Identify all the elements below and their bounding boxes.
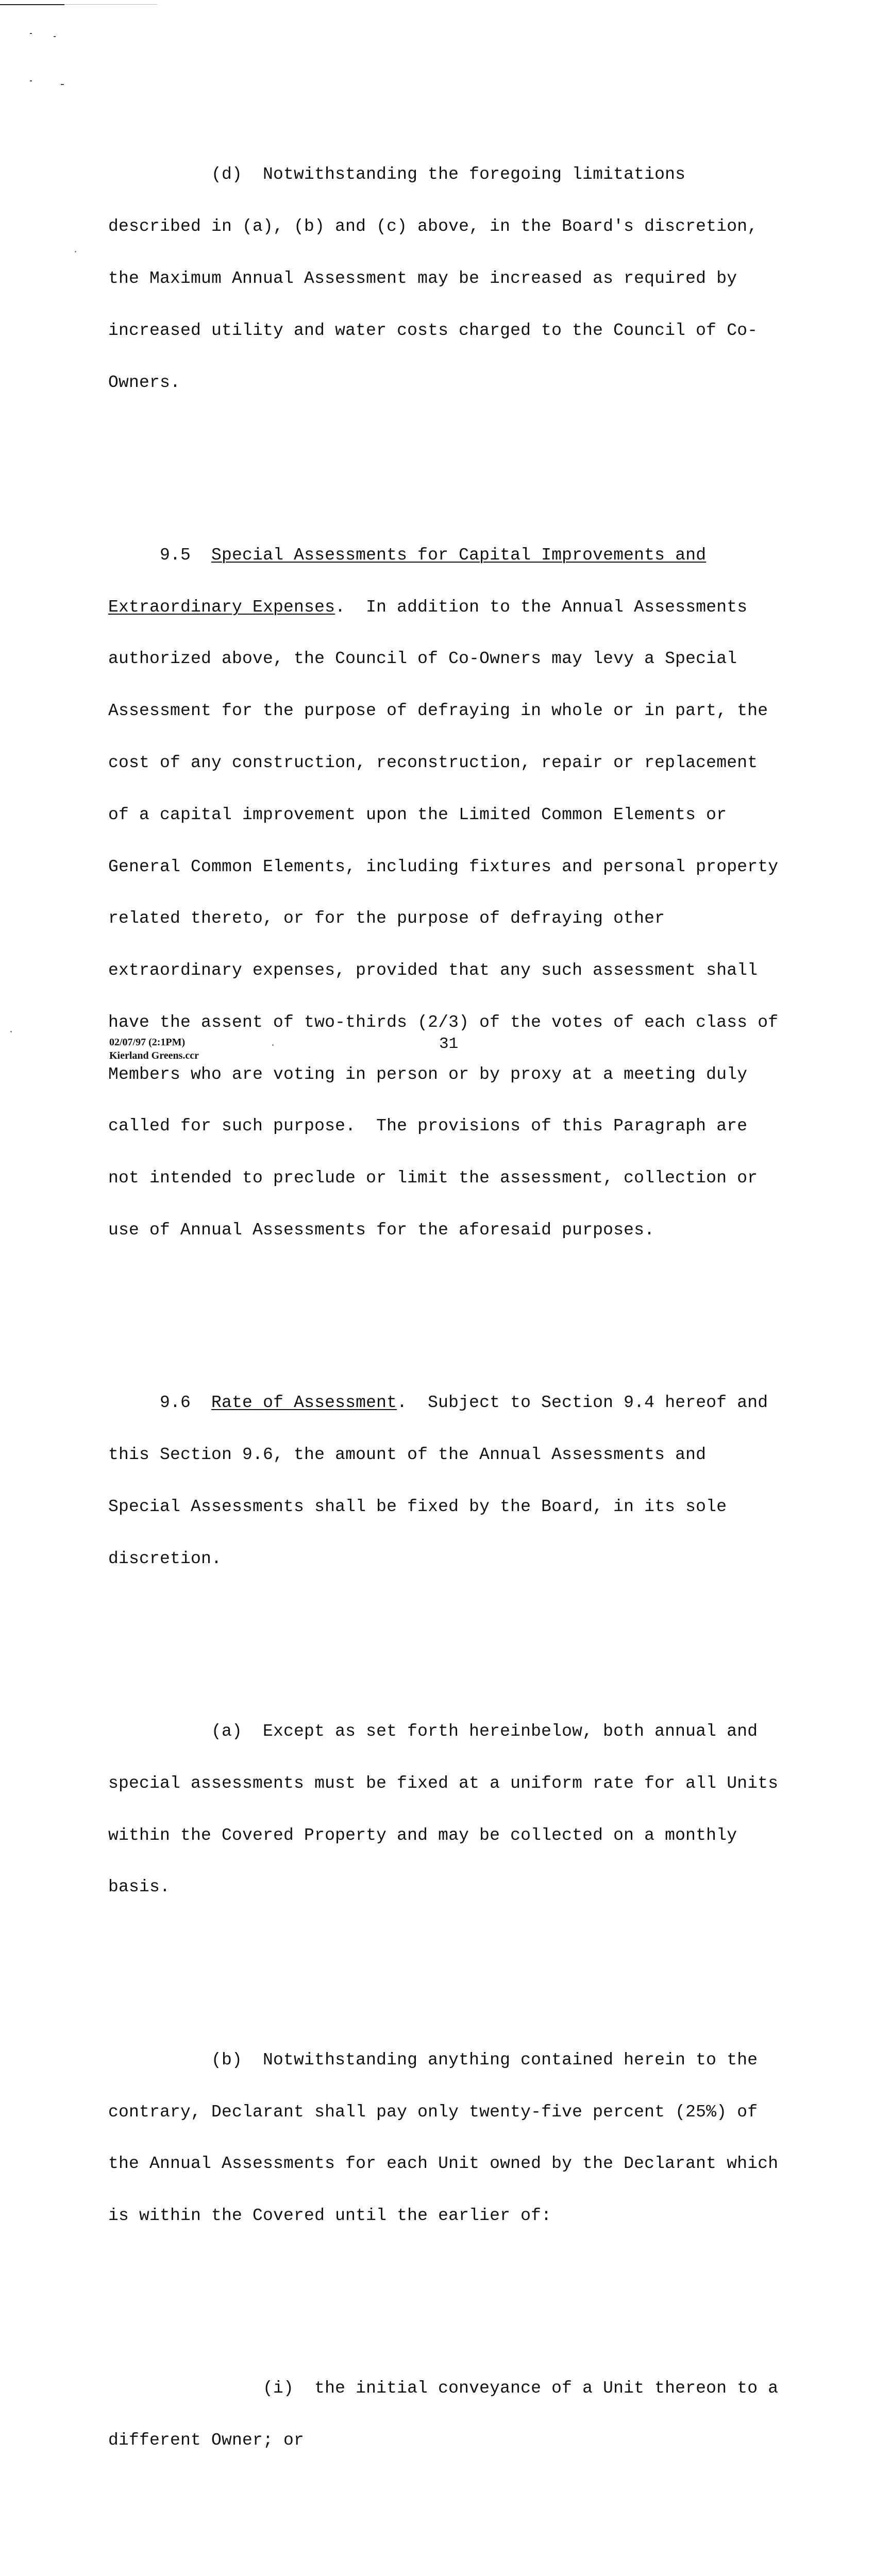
text-line: have the assent of two-thirds (2/3) of the votes of each class of <box>108 1012 779 1032</box>
section-9-5 <box>108 512 794 1274</box>
text-line: Members who are voting in person or by proxy at a meeting duly <box>108 1064 748 1084</box>
section-title: Extraordinary Expenses <box>108 597 335 617</box>
text-line: basis. <box>108 1877 171 1897</box>
text-line: authorized above, the Council of Co-Owners may levy a Special <box>108 649 737 669</box>
text-line: described in (a), (b) and (c) above, in the Board's discretion, <box>108 217 758 236</box>
section-number: 9.5 <box>108 545 212 565</box>
text-span: . Subject to Section 9.4 hereof and <box>397 1393 768 1413</box>
section-9-6 <box>108 1360 794 1602</box>
text-line: use of Annual Assessments for the aforesaid purposes. <box>108 1221 655 1240</box>
text-line: Owners. <box>108 372 181 392</box>
text-line: discretion. <box>108 1549 222 1568</box>
section-title: Special Assessments for Capital Improvements and <box>211 545 707 565</box>
text-line: called for such purpose. The provisions of this Paragraph are <box>108 1116 748 1136</box>
text-span: . In addition to the Annual Assessments <box>335 597 748 617</box>
text-line: the Annual Assessments for each Unit owned by the Declarant which <box>108 2154 779 2174</box>
text-line: (b) Notwithstanding anything contained herein to the <box>108 2050 758 2070</box>
scan-dot <box>75 251 76 252</box>
text-line: increased utility and water costs charged to the Council of Co- <box>108 320 758 340</box>
scan-speck <box>30 33 32 34</box>
text-line: Assessment for the purpose of defraying in whole or in part, the <box>108 701 768 721</box>
text-line: General Common Elements, including fixtures and personal property <box>108 857 779 876</box>
text-line: contrary, Declarant shall pay only twenty-five percent (25%) of <box>108 2102 758 2122</box>
document-body <box>108 97 794 2576</box>
text-line: extraordinary expenses, provided that any such assessment shall <box>108 961 758 980</box>
text-line: (i) the initial conveyance of a Unit thereon to a <box>108 2379 779 2398</box>
section-heading-line <box>108 1394 794 1412</box>
text-line: this Section 9.6, the amount of the Annual Assessments and <box>108 1445 707 1465</box>
text-line: within the Covered Property and may be collected on a monthly <box>108 1825 737 1845</box>
section-heading-line <box>108 547 794 564</box>
section-number: 9.6 <box>108 1393 212 1413</box>
scan-speck <box>61 84 64 85</box>
scan-dot <box>10 1031 12 1032</box>
page-number: 31 <box>439 1035 459 1053</box>
paragraph-d <box>108 131 794 426</box>
text-line: is within the Covered until the earlier of: <box>108 2206 552 2226</box>
text-line: (a) Except as set forth hereinbelow, both annual and <box>108 1722 758 1741</box>
scan-edge-line <box>0 4 64 5</box>
scan-edge-line-faint <box>64 4 157 5</box>
paragraph-b-ii <box>108 2570 794 2576</box>
text-line: not intended to preclude or limit the assessment, collection or <box>108 1168 758 1188</box>
text-line: related thereto, or for the purpose of defraying other <box>108 909 665 928</box>
paragraph-b-i <box>108 2345 794 2484</box>
footer-filename: Kierland Greens.ccr <box>109 1050 199 1061</box>
scan-speck <box>54 36 56 37</box>
footer-date: 02/07/97 (2:1PM) <box>109 1037 186 1048</box>
section-title: Rate of Assessment <box>211 1393 397 1413</box>
text-line: Special Assessments shall be fixed by the Board, in its sole <box>108 1497 727 1516</box>
text-line: (d) Notwithstanding the foregoing limitations <box>108 165 686 184</box>
text-line: different Owner; or <box>108 2431 305 2450</box>
paragraph-a <box>108 1688 794 1930</box>
text-line <box>108 599 794 616</box>
paragraph-b <box>108 2017 794 2259</box>
text-line: cost of any construction, reconstruction, repair or replacement <box>108 753 758 772</box>
text-line: the Maximum Annual Assessment may be increased as required by <box>108 268 737 288</box>
footer-info <box>109 1036 199 1062</box>
text-line: of a capital improvement upon the Limited Common Elements or <box>108 805 727 824</box>
text-line: special assessments must be fixed at a uniform rate for all Units <box>108 1773 779 1793</box>
scan-speck <box>30 80 32 81</box>
